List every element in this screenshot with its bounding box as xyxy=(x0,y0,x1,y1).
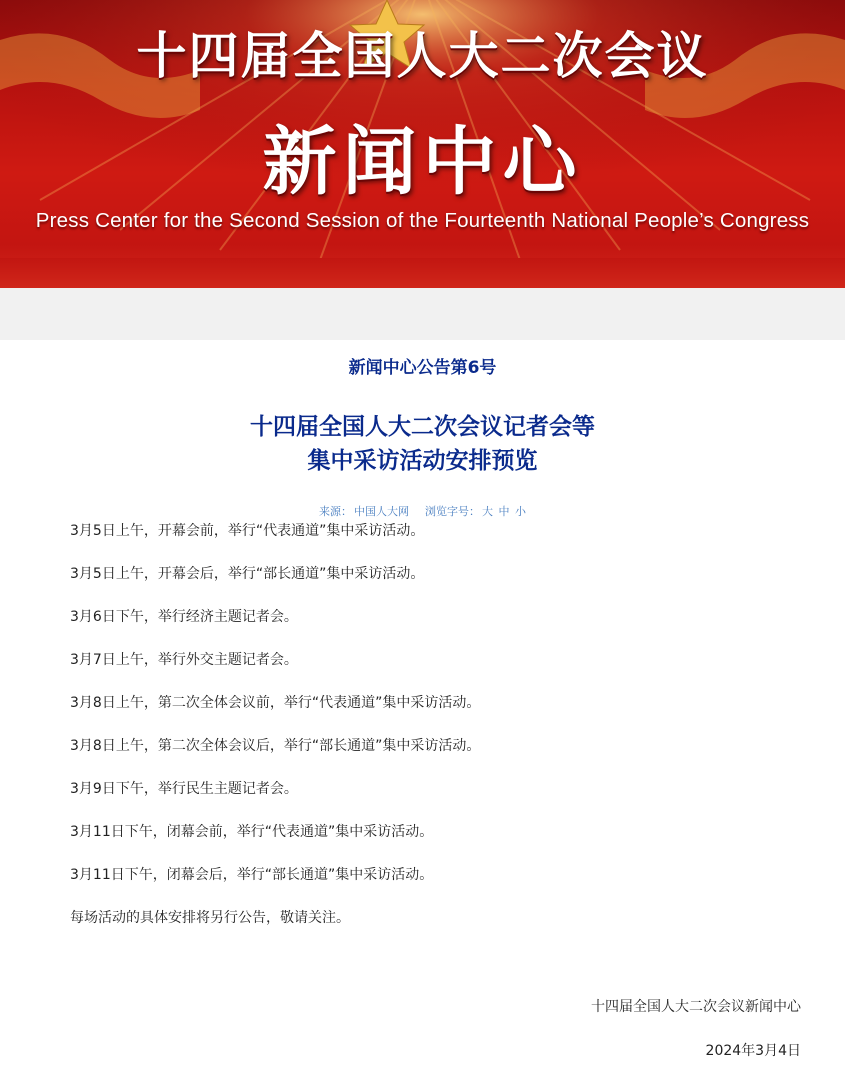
font-size-medium-link[interactable]: 中 xyxy=(498,505,510,518)
headline-line1: 十四届全国人大二次会议记者会等 xyxy=(250,414,595,440)
list-item: 3月5日上午，开幕会前，举行“代表通道”集中采访活动。 xyxy=(70,523,425,539)
signature-organization: 十四届全国人大二次会议新闻中心 xyxy=(591,999,801,1015)
article-headline xyxy=(0,410,845,478)
font-size-label: 浏览字号： xyxy=(425,505,480,518)
list-item: 3月5日上午，开幕会后，举行“部长通道”集中采访活动。 xyxy=(70,566,425,582)
schedule-list xyxy=(70,520,790,907)
list-item: 3月7日上午，举行外交主题记者会。 xyxy=(70,652,298,668)
list-item: 3月8日上午，第二次全体会议前，举行“代表通道”集中采访活动。 xyxy=(70,695,481,711)
banner-title-line1: 十四届全国人大二次会议 xyxy=(136,26,709,85)
header-banner xyxy=(0,0,845,288)
headline-line2: 集中采访活动安排预览 xyxy=(307,448,538,474)
notice-number: 新闻中心公告第6号 xyxy=(348,358,497,378)
source-value: 中国人大网 xyxy=(354,505,409,518)
banner-title-english: Press Center for the Second Session of the Fourteenth National People’s Congress xyxy=(35,209,810,232)
nav-spacer-bar xyxy=(0,288,845,340)
font-size-small-link[interactable]: 小 xyxy=(515,505,526,518)
article-meta xyxy=(0,503,845,519)
list-item: 3月11日下午，闭幕会后，举行“部长通道”集中采访活动。 xyxy=(70,867,434,883)
list-item: 3月11日下午，闭幕会前，举行“代表通道”集中采访活动。 xyxy=(70,824,434,840)
list-item: 3月8日上午，第二次全体会议后，举行“部长通道”集中采访活动。 xyxy=(70,738,481,754)
signature-date: 2024年3月4日 xyxy=(705,1043,801,1059)
closing-note: 每场活动的具体安排将另行公告，敬请关注。 xyxy=(70,910,350,926)
banner-title-line2: 新闻中心 xyxy=(262,119,583,205)
list-item: 3月9日下午，举行民生主题记者会。 xyxy=(70,781,298,797)
banner-bottom-band xyxy=(0,258,845,288)
font-size-large-link[interactable]: 大 xyxy=(482,505,493,518)
source-label: 来源： xyxy=(319,505,352,518)
list-item: 3月6日下午，举行经济主题记者会。 xyxy=(70,609,298,625)
